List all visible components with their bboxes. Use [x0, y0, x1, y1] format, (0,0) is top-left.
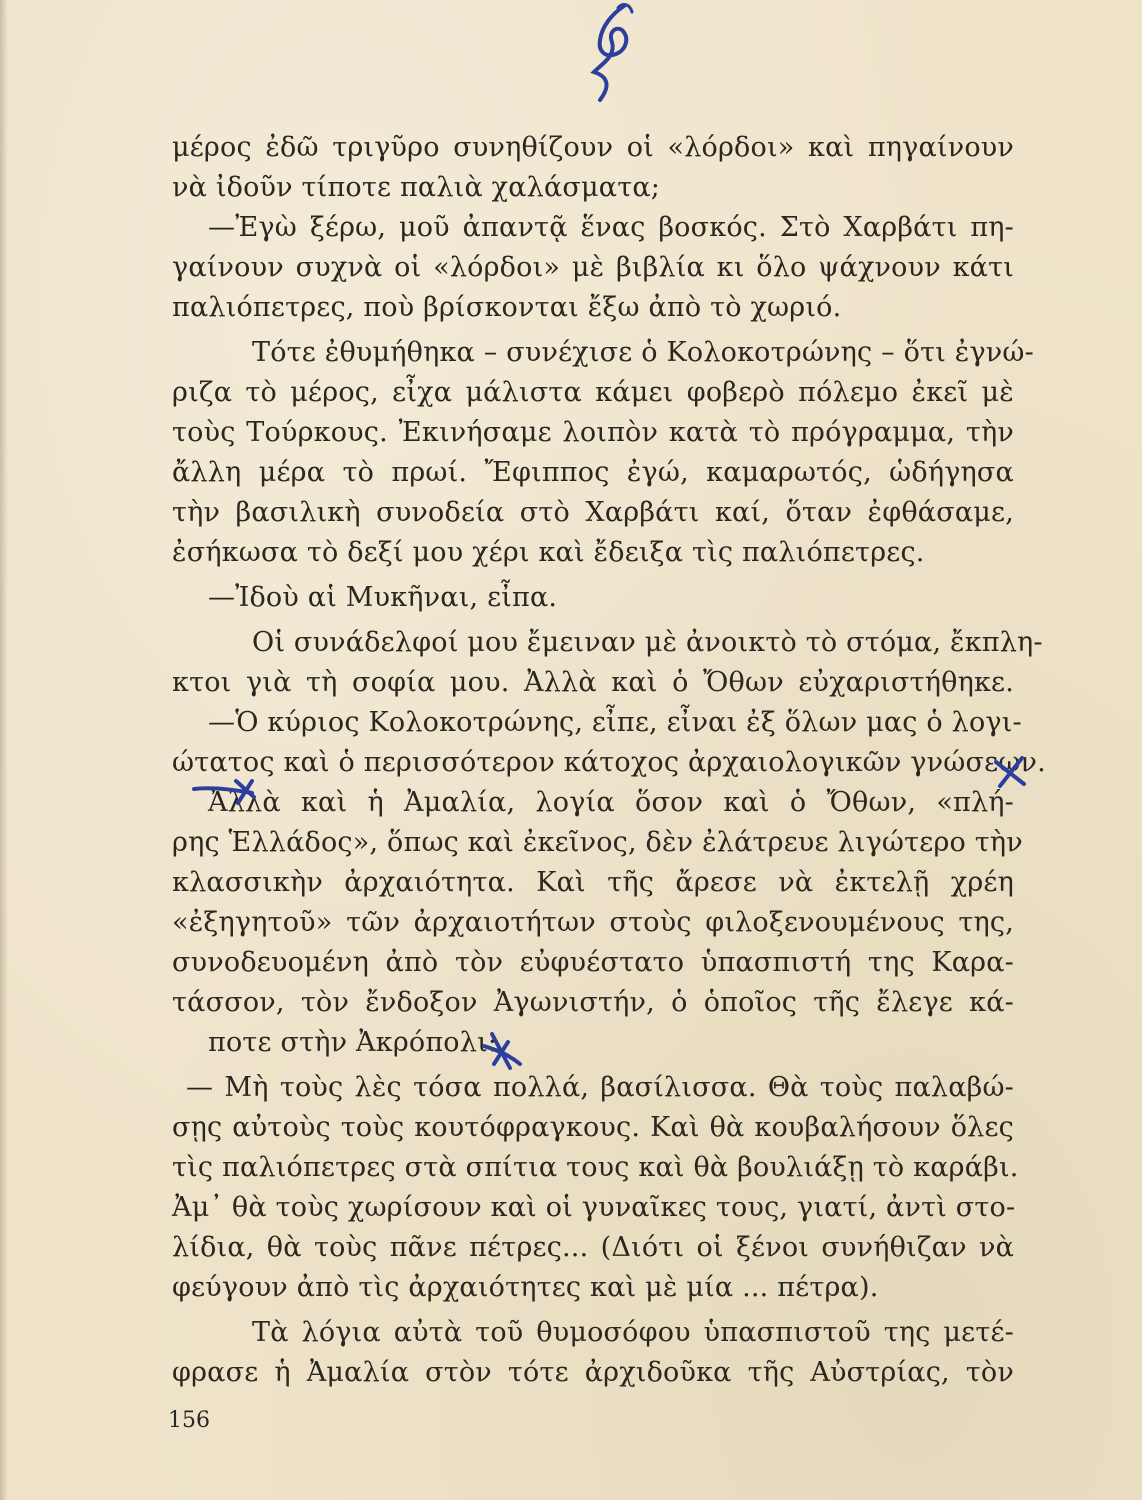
text-line: παλιόπετρες, ποὺ βρίσκονται ἔξω ἀπὸ τὸ χωριό.: [172, 292, 842, 323]
text-line: τοὺς Τούρκους. Ἐκινήσαμε λοιπὸν κατὰ τὸ πρόγραμμα, τὴν: [172, 417, 1014, 448]
text-line: σῃς αὐτοὺς τοὺς κουτόφραγκους. Καὶ θὰ κουβαλήσουν ὅλες: [172, 1112, 1014, 1143]
text-line: συνοδευομένη ἀπὸ τὸν εὐφυέστατο ὑπασπιστή της Καρα-: [172, 947, 1014, 978]
page-edge-shadow: [0, 0, 8, 1500]
text-line: —Ἐγὼ ξέρω, μοῦ ἀπαντᾷ ἕνας βοσκός. Στὸ Χαρβάτι πη-: [208, 212, 1014, 243]
handwritten-cross-mark-icon: [480, 1028, 524, 1072]
text-line: κλασσικὴν ἀρχαιότητα. Καὶ τῆς ἄρεσε νὰ ἐκτελῇ χρέη: [172, 867, 1014, 898]
page-number: 156: [168, 1408, 210, 1433]
text-line: τάσσον, τὸν ἔνδοξον Ἀγωνιστήν, ὁ ὁποῖος τῆς ἔλεγε κά-: [172, 987, 1014, 1018]
handwritten-insert-mark-icon: [190, 775, 270, 811]
text-line: —Ἰδοὺ αἱ Μυκῆναι, εἶπα.: [208, 582, 558, 613]
text-line: ώτατος καὶ ὁ περισσότερον κάτοχος ἀρχαιολογικῶν γνώσεων.: [172, 747, 1046, 778]
text-line: ἐσήκωσα τὸ δεξί μου χέρι καὶ ἔδειξα τὶς παλιόπετρες.: [172, 537, 925, 568]
text-line: Οἱ συνάδελφοί μου ἔμειναν μὲ ἀνοικτὸ τὸ στόμα, ἔκπλη-: [252, 627, 1043, 658]
text-line: κτοι γιὰ τὴ σοφία μου. Ἀλλὰ καὶ ὁ Ὄθων εὐχαριστήθηκε.: [172, 667, 1014, 698]
text-line: «ἐξηγητοῦ» τῶν ἀρχαιοτήτων στοὺς φιλοξενουμένους της,: [172, 907, 1014, 938]
text-line: Ἀμ᾿ θὰ τοὺς χωρίσουν καὶ οἱ γυναῖκες τους, γιατί, ἀντὶ στο-: [172, 1192, 1016, 1223]
text-line: ρης Ἑλλάδος», ὅπως καὶ ἐκεῖνος, δὲν ἐλάτρευε λιγώτερο τὴν: [172, 827, 1023, 858]
text-line: νὰ ἰδοῦν τίποτε παλιὰ χαλάσματα;: [172, 172, 661, 203]
text-line: ἄλλη μέρα τὸ πρωί. Ἔφιππος ἐγώ, καμαρωτός, ὡδήγησα: [172, 457, 1014, 488]
text-line: φεύγουν ἀπὸ τὶς ἀρχαιότητες καὶ μὲ μία ... πέτρα).: [172, 1272, 879, 1303]
text-line: Τότε ἐθυμήθηκα – συνέχισε ὁ Κολοκοτρώνης – ὅτι ἐγνώ-: [252, 337, 1034, 368]
text-line: — Μὴ τοὺς λὲς τόσα πολλά, βασίλισσα. Θὰ τοὺς παλαβώ-: [186, 1072, 1014, 1103]
text-line: μέρος ἐδῶ τριγῦρο συνηθίζουν οἱ «λόρδοι» καὶ πηγαίνουν: [172, 132, 1014, 163]
text-line: γαίνουν συχνὰ οἱ «λόρδοι» μὲ βιβλία κι ὅλο ψάχνουν κάτι: [172, 252, 1014, 283]
text-line: τὶς παλιόπετρες στὰ σπίτια τους καὶ θὰ βουλιάξῃ τὸ καράβι.: [172, 1152, 1019, 1183]
text-line: φρασε ἡ Ἀμαλία στὸν τότε ἀρχιδοῦκα τῆς Αὐστρίας, τὸν: [172, 1357, 1014, 1388]
text-line: τὴν βασιλικὴ συνοδεία στὸ Χαρβάτι καί, ὅταν ἐφθάσαμε,: [172, 497, 1014, 528]
handwritten-cross-mark-icon: [990, 752, 1030, 792]
text-line: ριζα τὸ μέρος, εἶχα μάλιστα κάμει φοβερὸ πόλεμο ἐκεῖ μὲ: [172, 377, 1014, 408]
handwritten-page-mark-icon: [572, 0, 662, 110]
text-line: λίδια, θὰ τοὺς πᾶνε πέτρες... (Διότι οἱ ξένοι συνήθιζαν νὰ: [172, 1232, 1014, 1263]
text-line: Τὰ λόγια αὐτὰ τοῦ θυμοσόφου ὑπασπιστοῦ της μετέ-: [252, 1317, 1014, 1348]
text-line: ποτε στὴν Ἀκρόπολι:: [208, 1027, 498, 1058]
text-line: Ἀλλὰ καὶ ἡ Ἀμαλία, λογία ὅσον καὶ ὁ Ὄθων, «πλή-: [208, 787, 1014, 818]
text-line: —Ὁ κύριος Κολοκοτρώνης, εἶπε, εἶναι ἐξ ὅλων μας ὁ λογι-: [208, 707, 1022, 738]
